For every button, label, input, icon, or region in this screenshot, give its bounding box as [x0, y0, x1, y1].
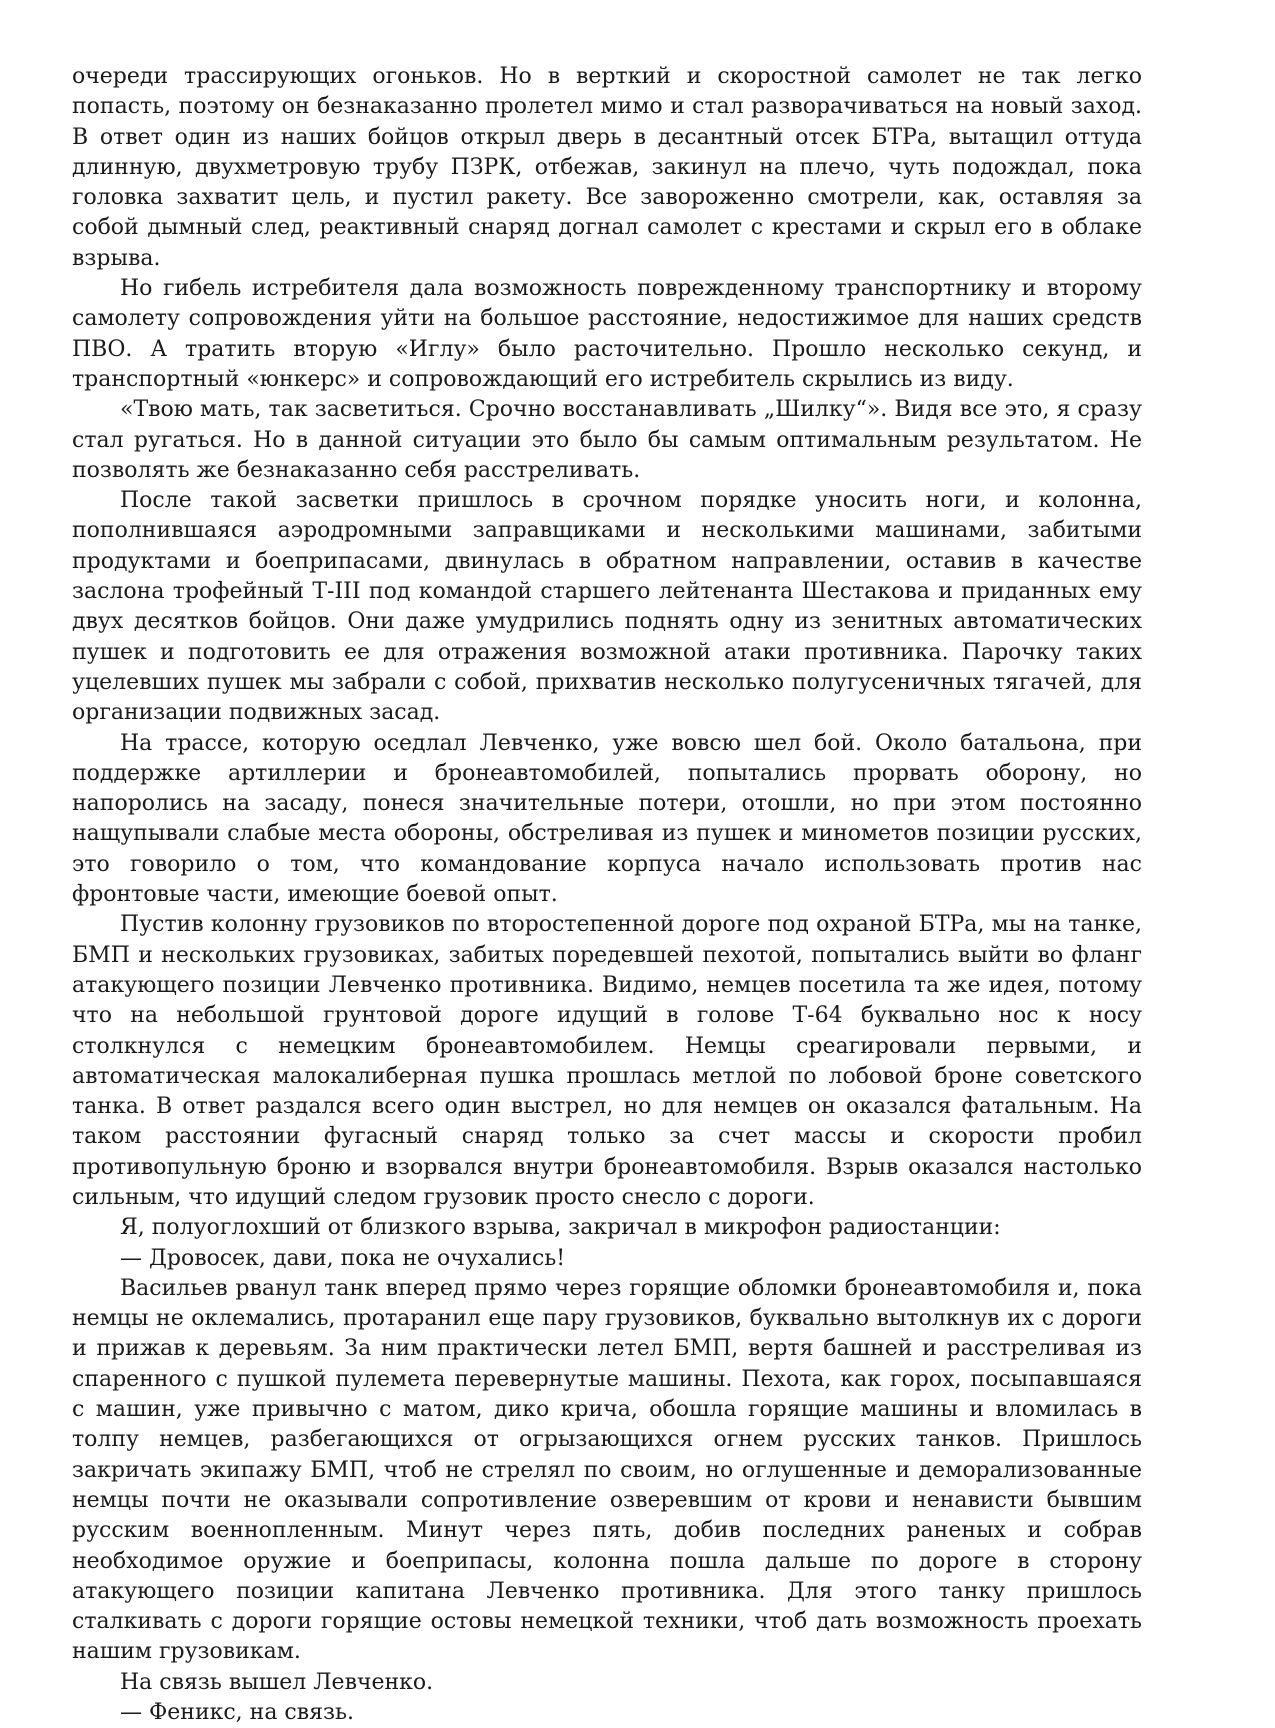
- paragraph-flank-attack: Пустив колонну грузовиков по второстепенной дороге под охраной БТРа, мы на танке, БМП и нескольких грузовиках, забитых поредевшей пехотой, попытались выйти во фланг атакующего позиции Левченко противника. Видимо, немцев посетила та же идея, потому что на небольшой грунтовой дороге идущий в голове Т-64 буквально нос к носу столкнулся с немецким бронеавтомобилем. Немцы среагировали первыми, и автоматическая малокалиберная пушка прошлась метлой по лобовой броне советского танка. В ответ раздался всего один выстрел, но для немцев он оказался фатальным. На таком расстоянии фугасный снаряд только за счет массы и скорости пробил противопульную броню и взорвался внутри бронеавтомобиля. Взрыв оказался настолько сильным, что идущий следом грузовик просто снесло с дороги.: [72, 912, 1142, 1210]
- dialogue-line-phoenix: — Феникс, на связь.: [120, 1700, 354, 1726]
- document-page: [72, 62, 1142, 1728]
- paragraph-fighter-loss: Но гибель истребителя дала возможность поврежденному транспортнику и второму самолету сопровождения уйти на большое расстояние, недостижимое для наших средств ПВО. А тратить вторую «Иглу» было расточительно. Прошло несколько секунд, и транспортный «юнкерс» и сопровождающий его истребитель скрылись из виду.: [72, 276, 1142, 392]
- paragraph-shilka: «Твою мать, так засветиться. Срочно восстанавливать „Шилку“». Видя все это, я сразу стал ругаться. Но в данной ситуации это было бы самым оптимальным результатом. Не позволять же безнаказанно себя расстреливать.: [72, 397, 1142, 483]
- dialogue-line-lumberjack: — Дровосек, дави, пока не очухались!: [120, 1245, 566, 1271]
- paragraph-retreat: После такой засветки пришлось в срочном порядке уносить ноги, и колонна, пополнившаяся аэродромными заправщиками и несколькими машинами, забитыми продуктами и боеприпасами, двинулась в обратном направлении, оставив в качестве заслона трофейный Т-III под командой старшего лейтенанта Шестакова и приданных ему двух десятков бойцов. Они даже умудрились поднять одну из зенитных автоматических пушек и подготовить ее для отражения возможной атаки противника. Парочку таких уцелевших пушек мы забрали с собой, прихватив несколько полугусеничных тягачей, для организации подвижных засад.: [72, 488, 1142, 726]
- paragraph-vasiliev-ram: Васильев рванул танк вперед прямо через горящие обломки бронеавтомобиля и, пока немцы не оклемались, протаранил еще пару грузовиков, буквально вытолкнув их с дороги и прижав к деревьям. За ним практически летел БМП, вертя башней и расстреливая из спаренного с пушкой пулемета перевернутые машины. Пехота, как горох, посыпавшаяся с машин, уже привычно с матом, дико крича, обошла горящие машины и вломилась в толпу немцев, разбегающихся от огрызающихся огнем русских танков. Пришлось закричать экипажу БМП, чтоб не стрелял по своим, но оглушенные и деморализованные немцы почти не оказывали сопротивление озверевшим от крови и ненависти бывшим русским военнопленным. Минут через пять, добив последних раненых и собрав необходимое оружие и боеприпасы, колонна пошла дальше по дороге в сторону атакующего позиции капитана Левченко противника. Для этого танку пришлось сталкивать с дороги горящие остовы немецкой техники, чтоб дать возможность проехать нашим грузовикам.: [72, 1275, 1142, 1665]
- paragraph-levchenko-contact: На связь вышел Левченко.: [120, 1669, 434, 1695]
- paragraph-radio-shout: Я, полуоглохший от близкого взрыва, закричал в микрофон радиостанции:: [120, 1215, 1001, 1241]
- paragraph-continuation: очереди трассирующих огоньков. Но в верткий и скоростной самолет не так легко попасть, поэтому он безнаказанно пролетел мимо и стал разворачиваться на новый заход. В ответ один из наших бойцов открыл дверь в десантный отсек БТРа, вытащил оттуда длинную, двухметровую трубу ПЗРК, отбежав, закинул на плечо, чуть подождал, пока головка захватит цель, и пустил ракету. Все завороженно смотрели, как, оставляя за собой дымный след, реактивный снаряд догнал самолет с крестами и скрыл его в облаке взрыва.: [72, 64, 1142, 271]
- paragraph-levchenko-battle: На трассе, которую оседлал Левченко, уже вовсю шел бой. Около батальона, при поддержке артиллерии и бронеавтомобилей, попытались прорвать оборону, но напоролись на засаду, понеся значительные потери, отошли, но при этом постоянно нащупывали слабые места обороны, обстреливая из пушек и минометов позиции русских, это говорило о том, что командование корпуса начало использовать против нас фронтовые части, имеющие боевой опыт.: [72, 730, 1142, 908]
